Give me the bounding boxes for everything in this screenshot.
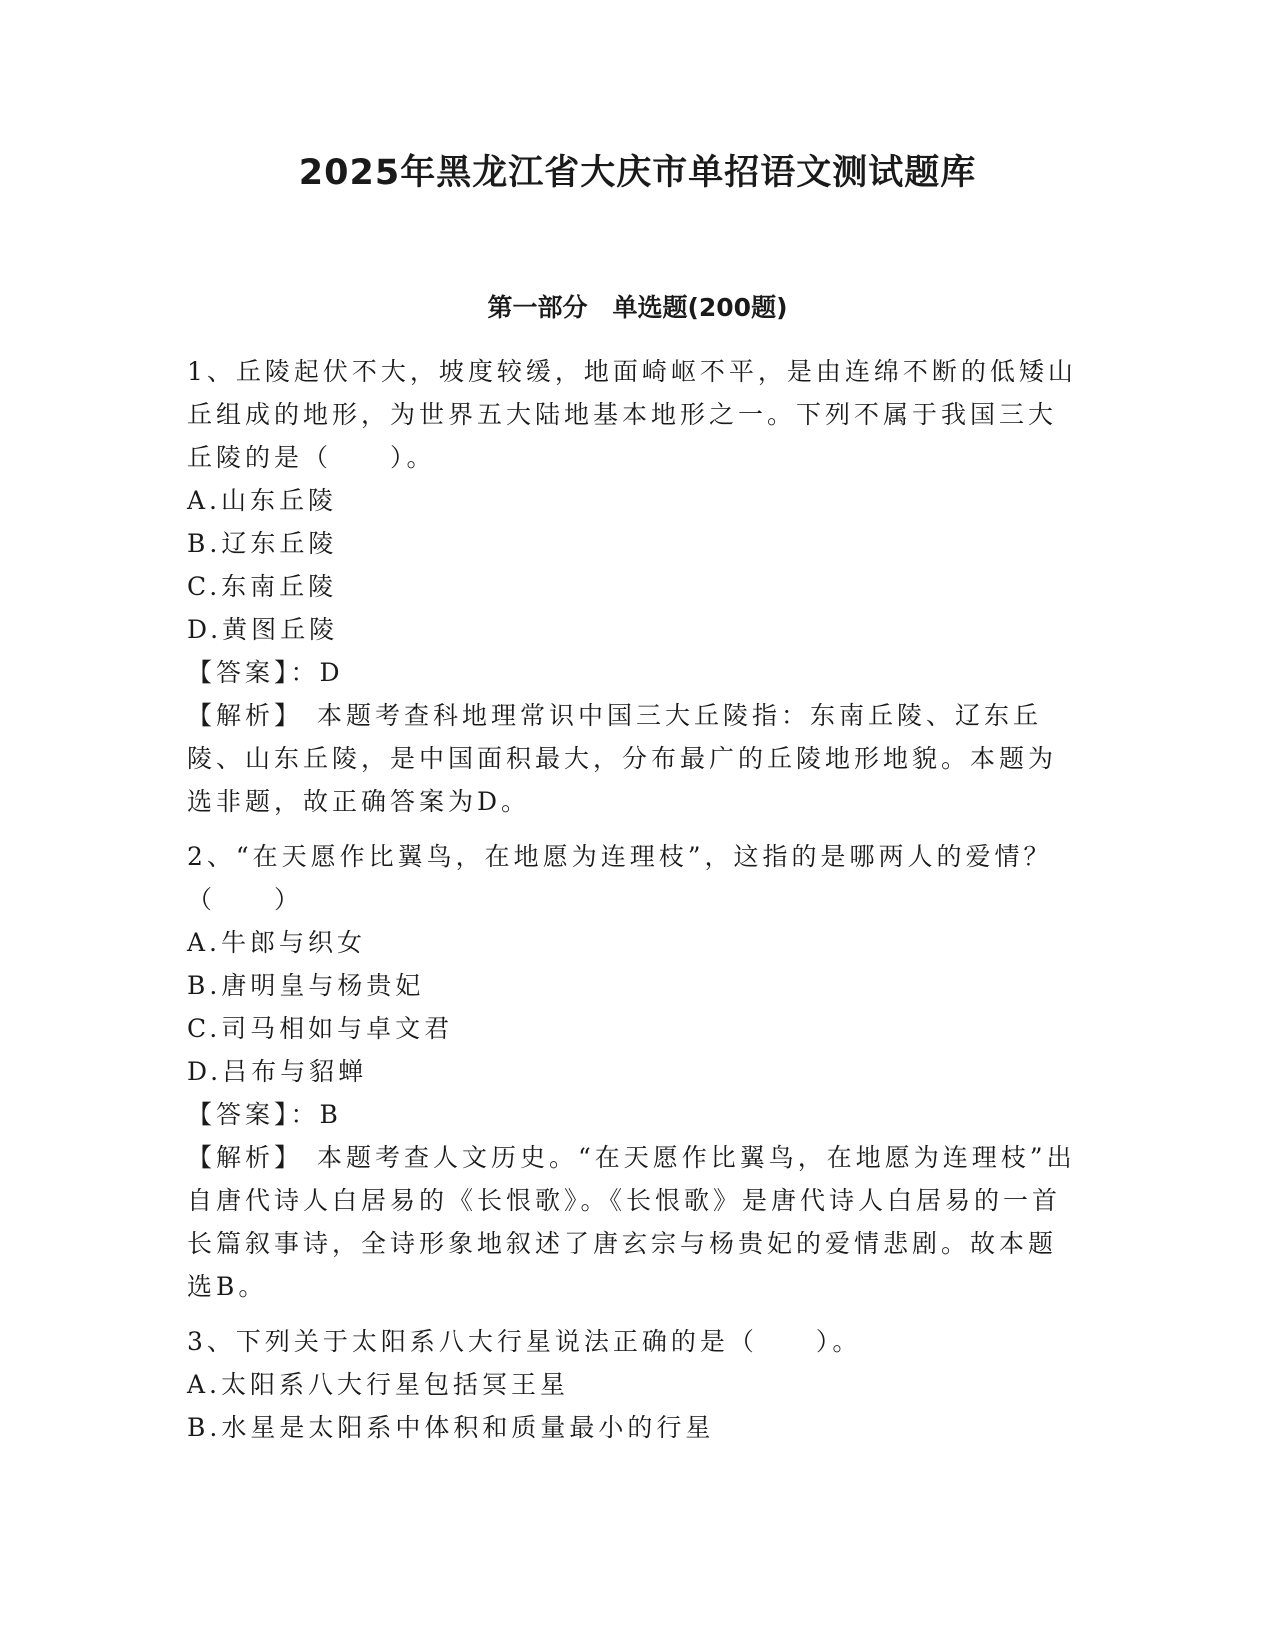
answer: 【答案】：D <box>187 658 344 687</box>
question-3 <box>187 1320 1077 1449</box>
option-a: A.山东丘陵 <box>187 486 338 515</box>
option-d: D.吕布与貂蝉 <box>187 1057 368 1086</box>
option-a: A.牛郎与织女 <box>187 928 367 957</box>
question-list <box>187 350 1077 1461</box>
question-1 <box>187 350 1077 823</box>
analysis-text: 本题考查人文历史。“在天愿作比翼鸟，在地愿为连理枝”出自唐代诗人白居易的《长恨歌》。《长恨歌》是唐代诗人白居易的一首长篇叙事诗，全诗形象地叙述了唐玄宗与杨贵妃的爱情悲剧。故本题选B。 <box>187 1143 1076 1301</box>
option-d: D.黄图丘陵 <box>187 615 339 644</box>
analysis-text: 本题考查科地理常识中国三大丘陵指：东南丘陵、辽东丘陵、山东丘陵，是中国面积最大，分布最广的丘陵地形地貌。本题为选非题，故正确答案为D。 <box>187 701 1058 816</box>
option-b: B.唐明皇与杨贵妃 <box>187 971 425 1000</box>
document-title: 2025年黑龙江省大庆市单招语文测试题库 <box>298 153 977 193</box>
analysis-label: 【解析】 <box>187 1143 304 1172</box>
question-stem: 1、丘陵起伏不大，坡度较缓，地面崎岖不平，是由连绵不断的低矮山丘组成的地形，为世界五大陆地基本地形之一。下列不属于我国三大丘陵的是（ ）。 <box>187 357 1077 472</box>
option-a: A.太阳系八大行星包括冥王星 <box>187 1370 570 1399</box>
question-stem: 3、下列关于太阳系八大行星说法正确的是（ ）。 <box>187 1327 862 1356</box>
question-2 <box>187 835 1077 1308</box>
answer: 【答案】：B <box>187 1100 342 1129</box>
option-b: B.水星是太阳系中体积和质量最小的行星 <box>187 1413 715 1442</box>
section-title: 第一部分 单选题(200题) <box>487 293 788 322</box>
question-stem: 2、“在天愿作比翼鸟，在地愿为连理枝”，这指的是哪两人的爱情？（ ） <box>187 842 1053 914</box>
option-b: B.辽东丘陵 <box>187 529 338 558</box>
analysis <box>187 694 1077 823</box>
option-c: C.司马相如与卓文君 <box>187 1014 454 1043</box>
option-c: C.东南丘陵 <box>187 572 338 601</box>
analysis-label: 【解析】 <box>187 701 304 730</box>
analysis <box>187 1136 1077 1308</box>
